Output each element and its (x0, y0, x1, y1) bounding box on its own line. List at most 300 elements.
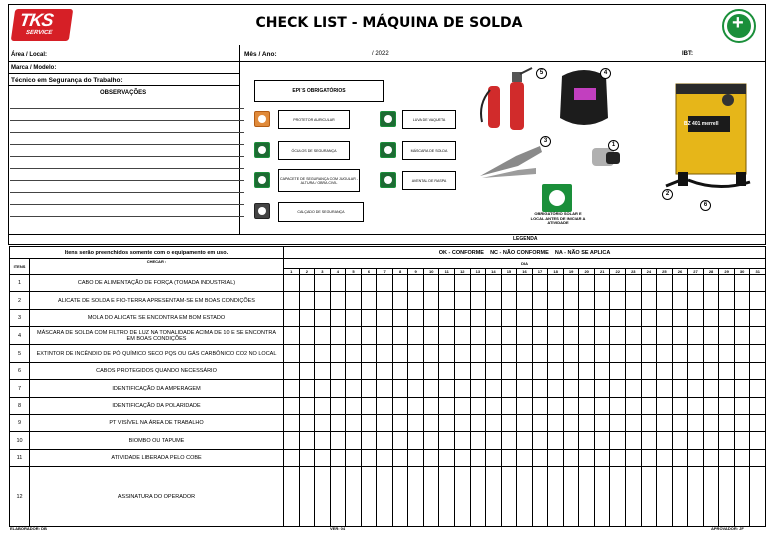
day-check-cell[interactable] (579, 450, 595, 467)
day-check-cell[interactable] (563, 398, 579, 415)
day-check-cell[interactable] (439, 275, 455, 292)
day-check-cell[interactable] (486, 380, 502, 398)
day-check-cell[interactable] (455, 432, 471, 450)
day-check-cell[interactable] (532, 310, 548, 327)
day-check-cell[interactable] (330, 363, 346, 380)
day-check-cell[interactable] (361, 415, 377, 432)
day-check-cell[interactable] (377, 432, 393, 450)
day-check-cell[interactable] (486, 292, 502, 310)
day-check-cell[interactable] (750, 310, 766, 327)
day-check-cell[interactable] (361, 380, 377, 398)
day-check-cell[interactable] (408, 467, 424, 527)
day-check-cell[interactable] (626, 380, 642, 398)
day-check-cell[interactable] (579, 415, 595, 432)
day-check-cell[interactable] (719, 398, 735, 415)
day-check-cell[interactable] (610, 363, 626, 380)
day-check-cell[interactable] (392, 327, 408, 345)
day-check-cell[interactable] (703, 432, 719, 450)
day-check-cell[interactable] (688, 292, 704, 310)
day-check-cell[interactable] (703, 415, 719, 432)
day-check-cell[interactable] (610, 292, 626, 310)
day-check-cell[interactable] (315, 432, 331, 450)
day-check-cell[interactable] (626, 310, 642, 327)
day-check-cell[interactable] (486, 415, 502, 432)
day-check-cell[interactable] (284, 450, 300, 467)
day-check-cell[interactable] (517, 450, 533, 467)
day-check-cell[interactable] (734, 275, 750, 292)
day-check-cell[interactable] (299, 432, 315, 450)
day-check-cell[interactable] (455, 380, 471, 398)
day-check-cell[interactable] (408, 450, 424, 467)
day-check-cell[interactable] (486, 398, 502, 415)
day-check-cell[interactable] (657, 345, 673, 363)
day-check-cell[interactable] (532, 450, 548, 467)
day-check-cell[interactable] (594, 380, 610, 398)
day-check-cell[interactable] (470, 292, 486, 310)
day-check-cell[interactable] (377, 345, 393, 363)
day-check-cell[interactable] (734, 415, 750, 432)
day-check-cell[interactable] (657, 415, 673, 432)
day-check-cell[interactable] (423, 310, 439, 327)
day-check-cell[interactable] (548, 415, 564, 432)
day-check-cell[interactable] (657, 275, 673, 292)
day-check-cell[interactable] (532, 415, 548, 432)
day-check-cell[interactable] (455, 363, 471, 380)
day-check-cell[interactable] (517, 467, 533, 527)
day-check-cell[interactable] (594, 345, 610, 363)
day-check-cell[interactable] (330, 467, 346, 527)
day-check-cell[interactable] (672, 363, 688, 380)
day-check-cell[interactable] (594, 275, 610, 292)
day-check-cell[interactable] (579, 380, 595, 398)
day-check-cell[interactable] (486, 363, 502, 380)
day-check-cell[interactable] (284, 380, 300, 398)
day-check-cell[interactable] (423, 432, 439, 450)
day-check-cell[interactable] (392, 292, 408, 310)
day-check-cell[interactable] (361, 432, 377, 450)
day-check-cell[interactable] (330, 380, 346, 398)
day-check-cell[interactable] (610, 310, 626, 327)
day-check-cell[interactable] (346, 432, 362, 450)
day-check-cell[interactable] (750, 363, 766, 380)
day-check-cell[interactable] (361, 327, 377, 345)
day-check-cell[interactable] (517, 275, 533, 292)
day-check-cell[interactable] (361, 398, 377, 415)
day-check-cell[interactable] (423, 467, 439, 527)
day-check-cell[interactable] (361, 275, 377, 292)
day-check-cell[interactable] (455, 327, 471, 345)
day-check-cell[interactable] (392, 363, 408, 380)
day-check-cell[interactable] (719, 450, 735, 467)
day-check-cell[interactable] (626, 363, 642, 380)
day-check-cell[interactable] (610, 467, 626, 527)
day-check-cell[interactable] (501, 292, 517, 310)
day-check-cell[interactable] (641, 292, 657, 310)
day-check-cell[interactable] (610, 275, 626, 292)
day-check-cell[interactable] (470, 310, 486, 327)
day-check-cell[interactable] (548, 363, 564, 380)
day-check-cell[interactable] (423, 398, 439, 415)
day-check-cell[interactable] (470, 327, 486, 345)
day-check-cell[interactable] (719, 345, 735, 363)
day-check-cell[interactable] (657, 310, 673, 327)
day-check-cell[interactable] (408, 275, 424, 292)
day-check-cell[interactable] (330, 450, 346, 467)
day-check-cell[interactable] (626, 415, 642, 432)
day-check-cell[interactable] (423, 345, 439, 363)
day-check-cell[interactable] (455, 415, 471, 432)
day-check-cell[interactable] (688, 450, 704, 467)
day-check-cell[interactable] (284, 398, 300, 415)
day-check-cell[interactable] (346, 345, 362, 363)
day-check-cell[interactable] (299, 380, 315, 398)
day-check-cell[interactable] (423, 292, 439, 310)
day-check-cell[interactable] (672, 398, 688, 415)
day-check-cell[interactable] (657, 363, 673, 380)
day-check-cell[interactable] (392, 467, 408, 527)
day-check-cell[interactable] (330, 398, 346, 415)
day-check-cell[interactable] (688, 415, 704, 432)
day-check-cell[interactable] (641, 345, 657, 363)
day-check-cell[interactable] (315, 275, 331, 292)
day-check-cell[interactable] (594, 467, 610, 527)
day-check-cell[interactable] (563, 310, 579, 327)
day-check-cell[interactable] (672, 450, 688, 467)
day-check-cell[interactable] (377, 380, 393, 398)
day-check-cell[interactable] (361, 450, 377, 467)
day-check-cell[interactable] (579, 275, 595, 292)
day-check-cell[interactable] (377, 398, 393, 415)
day-check-cell[interactable] (299, 398, 315, 415)
day-check-cell[interactable] (346, 450, 362, 467)
day-check-cell[interactable] (548, 450, 564, 467)
day-check-cell[interactable] (501, 363, 517, 380)
day-check-cell[interactable] (688, 310, 704, 327)
day-check-cell[interactable] (641, 327, 657, 345)
day-check-cell[interactable] (548, 432, 564, 450)
day-check-cell[interactable] (750, 345, 766, 363)
day-check-cell[interactable] (330, 327, 346, 345)
day-check-cell[interactable] (455, 398, 471, 415)
day-check-cell[interactable] (734, 292, 750, 310)
day-check-cell[interactable] (579, 327, 595, 345)
day-check-cell[interactable] (532, 363, 548, 380)
day-check-cell[interactable] (486, 310, 502, 327)
day-check-cell[interactable] (423, 380, 439, 398)
day-check-cell[interactable] (330, 415, 346, 432)
day-check-cell[interactable] (315, 292, 331, 310)
day-check-cell[interactable] (346, 415, 362, 432)
day-check-cell[interactable] (548, 398, 564, 415)
day-check-cell[interactable] (439, 432, 455, 450)
day-check-cell[interactable] (579, 398, 595, 415)
day-check-cell[interactable] (548, 467, 564, 527)
day-check-cell[interactable] (750, 450, 766, 467)
day-check-cell[interactable] (719, 432, 735, 450)
day-check-cell[interactable] (470, 398, 486, 415)
day-check-cell[interactable] (377, 275, 393, 292)
day-check-cell[interactable] (532, 380, 548, 398)
day-check-cell[interactable] (486, 275, 502, 292)
day-check-cell[interactable] (641, 467, 657, 527)
day-check-cell[interactable] (299, 327, 315, 345)
day-check-cell[interactable] (688, 398, 704, 415)
day-check-cell[interactable] (361, 363, 377, 380)
day-check-cell[interactable] (284, 432, 300, 450)
day-check-cell[interactable] (408, 363, 424, 380)
day-check-cell[interactable] (392, 415, 408, 432)
day-check-cell[interactable] (563, 327, 579, 345)
day-check-cell[interactable] (719, 327, 735, 345)
day-check-cell[interactable] (641, 450, 657, 467)
day-check-cell[interactable] (563, 292, 579, 310)
day-check-cell[interactable] (315, 380, 331, 398)
day-check-cell[interactable] (641, 275, 657, 292)
day-check-cell[interactable] (703, 450, 719, 467)
day-check-cell[interactable] (734, 327, 750, 345)
day-check-cell[interactable] (579, 345, 595, 363)
day-check-cell[interactable] (361, 345, 377, 363)
day-check-cell[interactable] (346, 275, 362, 292)
day-check-cell[interactable] (315, 398, 331, 415)
day-check-cell[interactable] (703, 275, 719, 292)
day-check-cell[interactable] (719, 275, 735, 292)
day-check-cell[interactable] (455, 275, 471, 292)
day-check-cell[interactable] (703, 345, 719, 363)
day-check-cell[interactable] (548, 380, 564, 398)
day-check-cell[interactable] (408, 292, 424, 310)
day-check-cell[interactable] (703, 398, 719, 415)
day-check-cell[interactable] (641, 415, 657, 432)
day-check-cell[interactable] (548, 292, 564, 310)
day-check-cell[interactable] (299, 310, 315, 327)
day-check-cell[interactable] (330, 345, 346, 363)
day-check-cell[interactable] (594, 398, 610, 415)
day-check-cell[interactable] (610, 398, 626, 415)
day-check-cell[interactable] (750, 292, 766, 310)
day-check-cell[interactable] (610, 450, 626, 467)
day-check-cell[interactable] (517, 363, 533, 380)
day-check-cell[interactable] (470, 363, 486, 380)
day-check-cell[interactable] (392, 310, 408, 327)
day-check-cell[interactable] (486, 450, 502, 467)
day-check-cell[interactable] (626, 432, 642, 450)
day-check-cell[interactable] (703, 327, 719, 345)
day-check-cell[interactable] (734, 467, 750, 527)
day-check-cell[interactable] (750, 432, 766, 450)
day-check-cell[interactable] (672, 467, 688, 527)
day-check-cell[interactable] (734, 398, 750, 415)
day-check-cell[interactable] (315, 345, 331, 363)
day-check-cell[interactable] (377, 310, 393, 327)
day-check-cell[interactable] (517, 345, 533, 363)
day-check-cell[interactable] (423, 415, 439, 432)
day-check-cell[interactable] (408, 398, 424, 415)
day-check-cell[interactable] (284, 415, 300, 432)
day-check-cell[interactable] (548, 310, 564, 327)
day-check-cell[interactable] (501, 467, 517, 527)
day-check-cell[interactable] (657, 450, 673, 467)
day-check-cell[interactable] (688, 275, 704, 292)
day-check-cell[interactable] (501, 415, 517, 432)
day-check-cell[interactable] (719, 310, 735, 327)
day-check-cell[interactable] (719, 292, 735, 310)
day-check-cell[interactable] (439, 292, 455, 310)
day-check-cell[interactable] (315, 467, 331, 527)
day-check-cell[interactable] (284, 292, 300, 310)
day-check-cell[interactable] (626, 292, 642, 310)
day-check-cell[interactable] (501, 310, 517, 327)
day-check-cell[interactable] (330, 292, 346, 310)
day-check-cell[interactable] (315, 450, 331, 467)
day-check-cell[interactable] (719, 380, 735, 398)
day-check-cell[interactable] (517, 380, 533, 398)
day-check-cell[interactable] (672, 275, 688, 292)
day-check-cell[interactable] (284, 467, 300, 527)
day-check-cell[interactable] (563, 380, 579, 398)
day-check-cell[interactable] (346, 380, 362, 398)
day-check-cell[interactable] (517, 327, 533, 345)
day-check-cell[interactable] (299, 363, 315, 380)
day-check-cell[interactable] (346, 327, 362, 345)
day-check-cell[interactable] (439, 345, 455, 363)
day-check-cell[interactable] (392, 345, 408, 363)
day-check-cell[interactable] (688, 432, 704, 450)
day-check-cell[interactable] (470, 432, 486, 450)
day-check-cell[interactable] (455, 345, 471, 363)
day-check-cell[interactable] (346, 398, 362, 415)
day-check-cell[interactable] (299, 467, 315, 527)
day-check-cell[interactable] (455, 450, 471, 467)
day-check-cell[interactable] (346, 292, 362, 310)
day-check-cell[interactable] (594, 363, 610, 380)
day-check-cell[interactable] (517, 398, 533, 415)
day-check-cell[interactable] (299, 415, 315, 432)
day-check-cell[interactable] (299, 292, 315, 310)
day-check-cell[interactable] (750, 467, 766, 527)
day-check-cell[interactable] (532, 292, 548, 310)
day-check-cell[interactable] (734, 432, 750, 450)
day-check-cell[interactable] (594, 432, 610, 450)
day-check-cell[interactable] (439, 380, 455, 398)
day-check-cell[interactable] (439, 467, 455, 527)
day-check-cell[interactable] (408, 380, 424, 398)
day-check-cell[interactable] (750, 380, 766, 398)
day-check-cell[interactable] (688, 345, 704, 363)
day-check-cell[interactable] (408, 345, 424, 363)
day-check-cell[interactable] (672, 292, 688, 310)
day-check-cell[interactable] (284, 310, 300, 327)
day-check-cell[interactable] (470, 450, 486, 467)
day-check-cell[interactable] (734, 345, 750, 363)
day-check-cell[interactable] (532, 327, 548, 345)
day-check-cell[interactable] (548, 345, 564, 363)
day-check-cell[interactable] (299, 345, 315, 363)
day-check-cell[interactable] (750, 398, 766, 415)
day-check-cell[interactable] (423, 275, 439, 292)
day-check-cell[interactable] (486, 327, 502, 345)
day-check-cell[interactable] (439, 398, 455, 415)
day-check-cell[interactable] (672, 310, 688, 327)
day-check-cell[interactable] (439, 363, 455, 380)
day-check-cell[interactable] (455, 292, 471, 310)
day-check-cell[interactable] (361, 292, 377, 310)
day-check-cell[interactable] (315, 415, 331, 432)
day-check-cell[interactable] (439, 310, 455, 327)
day-check-cell[interactable] (563, 275, 579, 292)
day-check-cell[interactable] (626, 467, 642, 527)
day-check-cell[interactable] (377, 327, 393, 345)
day-check-cell[interactable] (299, 275, 315, 292)
day-check-cell[interactable] (423, 363, 439, 380)
day-check-cell[interactable] (750, 275, 766, 292)
day-check-cell[interactable] (672, 380, 688, 398)
day-check-cell[interactable] (392, 432, 408, 450)
day-check-cell[interactable] (563, 363, 579, 380)
day-check-cell[interactable] (750, 327, 766, 345)
day-check-cell[interactable] (657, 432, 673, 450)
day-check-cell[interactable] (377, 467, 393, 527)
day-check-cell[interactable] (750, 415, 766, 432)
day-check-cell[interactable] (688, 380, 704, 398)
day-check-cell[interactable] (703, 380, 719, 398)
day-check-cell[interactable] (594, 327, 610, 345)
day-check-cell[interactable] (734, 363, 750, 380)
day-check-cell[interactable] (486, 432, 502, 450)
day-check-cell[interactable] (315, 363, 331, 380)
day-check-cell[interactable] (470, 467, 486, 527)
day-check-cell[interactable] (657, 467, 673, 527)
day-check-cell[interactable] (563, 345, 579, 363)
day-check-cell[interactable] (423, 327, 439, 345)
day-check-cell[interactable] (703, 292, 719, 310)
day-check-cell[interactable] (672, 345, 688, 363)
day-check-cell[interactable] (517, 292, 533, 310)
day-check-cell[interactable] (501, 398, 517, 415)
day-check-cell[interactable] (408, 415, 424, 432)
day-check-cell[interactable] (423, 450, 439, 467)
day-check-cell[interactable] (610, 380, 626, 398)
day-check-cell[interactable] (657, 292, 673, 310)
day-check-cell[interactable] (408, 310, 424, 327)
day-check-cell[interactable] (641, 380, 657, 398)
day-check-cell[interactable] (703, 310, 719, 327)
day-check-cell[interactable] (563, 415, 579, 432)
day-check-cell[interactable] (610, 327, 626, 345)
day-check-cell[interactable] (626, 398, 642, 415)
day-check-cell[interactable] (657, 398, 673, 415)
day-check-cell[interactable] (284, 327, 300, 345)
day-check-cell[interactable] (470, 380, 486, 398)
day-check-cell[interactable] (346, 467, 362, 527)
day-check-cell[interactable] (532, 398, 548, 415)
day-check-cell[interactable] (703, 467, 719, 527)
day-check-cell[interactable] (501, 450, 517, 467)
day-check-cell[interactable] (284, 363, 300, 380)
day-check-cell[interactable] (299, 450, 315, 467)
day-check-cell[interactable] (672, 432, 688, 450)
day-check-cell[interactable] (455, 310, 471, 327)
day-check-cell[interactable] (563, 450, 579, 467)
day-check-cell[interactable] (594, 292, 610, 310)
day-check-cell[interactable] (501, 380, 517, 398)
day-check-cell[interactable] (657, 327, 673, 345)
day-check-cell[interactable] (641, 363, 657, 380)
day-check-cell[interactable] (470, 415, 486, 432)
day-check-cell[interactable] (501, 432, 517, 450)
day-check-cell[interactable] (377, 450, 393, 467)
day-check-cell[interactable] (579, 310, 595, 327)
